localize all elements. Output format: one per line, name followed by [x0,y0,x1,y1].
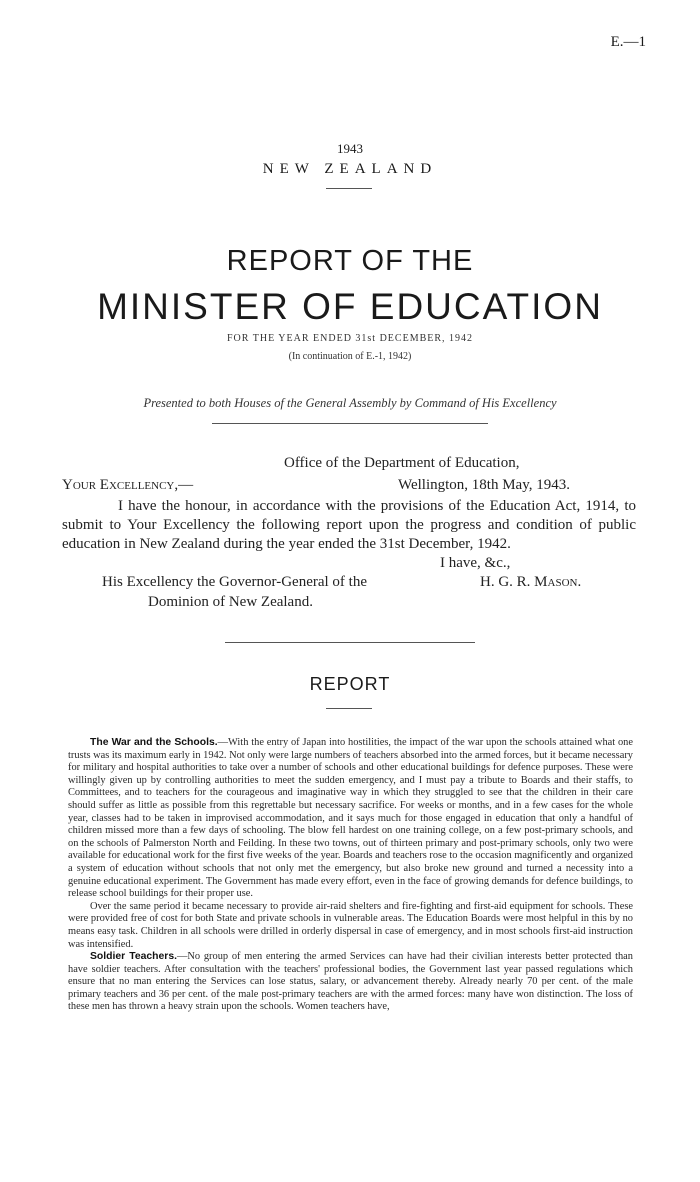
side-heading: The War and the Schools. [90,737,218,748]
report-heading: REPORT [309,674,391,694]
subtitle: FOR THE YEAR ENDED 31st DECEMBER, 1942 [226,333,474,344]
side-heading: Soldier Teachers. [90,951,178,963]
continuation-note: (In continuation of E.-1, 1942) [288,351,412,362]
divider [225,642,475,643]
country-name: NEW ZEALAND [262,161,438,177]
signature: H. G. R. Mason. [480,574,582,590]
addressee-line-2: Dominion of New Zealand. [148,594,313,610]
title-line-2: MINISTER OF EDUCATION [97,286,603,327]
salutation: Your Excellency,— [62,477,194,493]
letter-body: I have the honour, in accordance with the provisions of the Education Act, 1914, to submit to Your Excellency the following report upon the progress and condition of public education in New Zealand during the year ended the 31st December, 1942. [62,498,636,552]
paragraph-text: —With the entry of Japan into hostilities, the impact of the war upon the schools attained what one trusts was its maximum early in 1942. Not only were large numbers of teachers absorbed into the armed forces, but it became necessary for military and hospital authorities to take over a number of schools and other educational buildings for defence purposes. These were willingly given up by controlling authorities to meet the sudden emergency, and I must pay a tribute to Boards and their staffs, to Committees, and to teachers for the courageous and imaginative way in which they struggled to see that the children in their care should suffer as little as possible from this regrettable but necessary sacrifice. For weeks or months, and in a few cases for the whole year, classes had to be taken in improvised accommodation, and it says much for those engaged in education that only a handful of children missed more than a few days of schooling. The blow fell hardest on one training college, on a few post-primary schools, and on the schools of Palmerston North and Feilding. In these two towns, out of thirteen primary and post-primary schools, only two were available for educational work for the first five weeks of the year. Boards and teachers rose to the occasion magnificently and organized a system of education without schools that not only met the emergency, but also broke new ground and turned a necessity into a genuine educational experiment. The Government has made every effort, even in the face of growing demands for defence buildings, to release school buildings for their proper use. [68,737,633,900]
paragraph [68,901,633,951]
report-body [68,737,633,1014]
letter-closing: I have, &c., [440,555,511,571]
report-year: 1943 [337,141,363,156]
paragraph-text: Over the same period it became necessary to provide air-raid shelters and fire-fighting and first-aid equipment for schools. These were provided free of cost for both State and private schools in vulnerable areas. The Education Boards were most helpful in this by no means easy task. Children in all schools were drilled in orderly dispersal in case of emergency, and in most schools first-aid instruction was intensified. [68,900,633,950]
addressee-line-1: His Excellency the Governor-General of the [102,574,368,590]
paragraph-text: —No group of men entering the armed Services can have had their civilian interests better protected than have soldier teachers. After consultation with the teachers' professional bodies, the Government last year passed regulations which ensure that no man entering the Services can lose status, salary, or advancement thereby. Already nearly 70 per cent. of the male primary teachers and 36 per cent. of the male post-primary teachers are with the armed forces: many have won distinction. The loss of these men has thrown a heavy strain upon the schools. Women teachers have, [68,951,633,1013]
divider [326,708,372,709]
title-line-1: REPORT OF THE [226,245,474,277]
paragraph [68,951,633,1014]
office-address: Office of the Department of Education, [284,455,520,471]
divider [212,423,488,424]
presented-statement: Presented to both Houses of the General Assembly by Command of His Excellency [143,396,557,410]
place-date: Wellington, 18th May, 1943. [398,477,570,493]
divider [326,188,372,189]
paragraph [68,737,633,901]
page-reference: E.—1 [610,34,646,50]
